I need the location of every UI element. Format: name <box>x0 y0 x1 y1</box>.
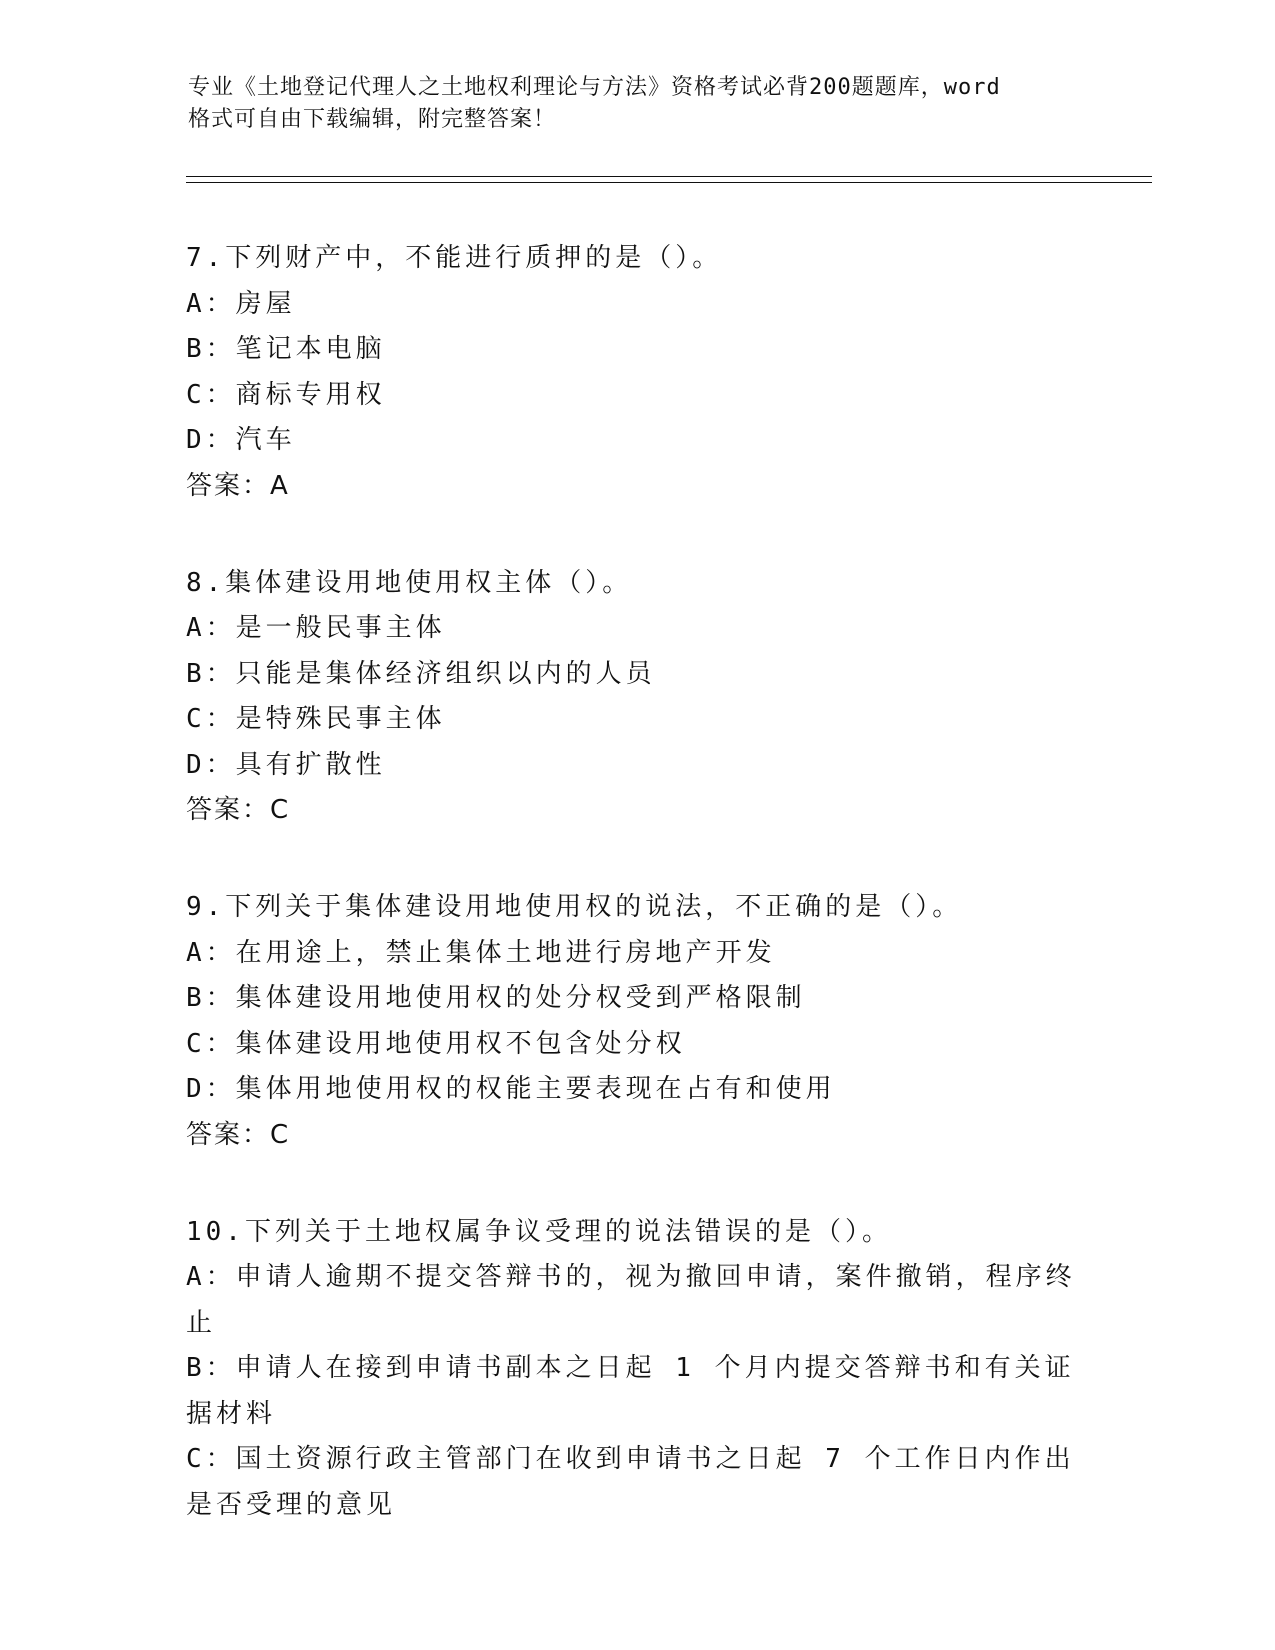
question-stem: 9.下列关于集体建设用地使用权的说法，不正确的是（）。 <box>186 892 963 922</box>
option-b: B：只能是集体经济组织以内的人员 <box>186 658 656 689</box>
option-d: D：具有扩散性 <box>186 749 386 780</box>
answer: 答案：C <box>186 1119 291 1150</box>
answer: 答案：C <box>186 795 291 825</box>
question-8 <box>186 561 1086 834</box>
question-stem: 8.集体建设用地使用权主体（）。 <box>186 567 633 598</box>
question-10 <box>186 1210 1086 1529</box>
option-b: B：集体建设用地使用权的处分权受到严格限制 <box>186 983 806 1013</box>
question-list <box>186 236 1086 1580</box>
question-7 <box>186 236 1086 509</box>
option-c: C：商标专用权 <box>186 379 386 410</box>
option-a: A：申请人逾期不提交答辩书的，视为撤回申请，案件撤销，程序终止 <box>186 1262 1076 1338</box>
document-header <box>188 72 1068 136</box>
option-d: D：汽车 <box>186 425 296 455</box>
option-a: A：是一般民事主体 <box>186 613 446 643</box>
header-line-1: 专业《土地登记代理人之土地权利理论与方法》资格考试必背200题题库，word <box>188 75 1001 100</box>
option-a: A：在用途上，禁止集体土地进行房地产开发 <box>186 937 776 968</box>
option-d: D：集体用地使用权的权能主要表现在占有和使用 <box>186 1074 836 1104</box>
question-9 <box>186 885 1086 1158</box>
header-line-2: 格式可自由下载编辑，附完整答案！ <box>188 107 557 132</box>
option-c: C：集体建设用地使用权不包含处分权 <box>186 1028 686 1059</box>
question-stem: 7.下列财产中，不能进行质押的是（）。 <box>186 243 723 273</box>
question-stem: 10.下列关于土地权属争议受理的说法错误的是（）。 <box>186 1216 892 1247</box>
option-b: B：笔记本电脑 <box>186 334 386 364</box>
option-b: B：申请人在接到申请书副本之日起 1 个月内提交答辩书和有关证据材料 <box>186 1353 1075 1429</box>
option-c: C：国土资源行政主管部门在收到申请书之日起 7 个工作日内作出是否受理的意见 <box>186 1444 1075 1520</box>
answer: 答案：A <box>186 470 290 501</box>
option-a: A：房屋 <box>186 288 296 319</box>
header-double-rule <box>186 176 1152 183</box>
option-c: C：是特殊民事主体 <box>186 704 446 734</box>
